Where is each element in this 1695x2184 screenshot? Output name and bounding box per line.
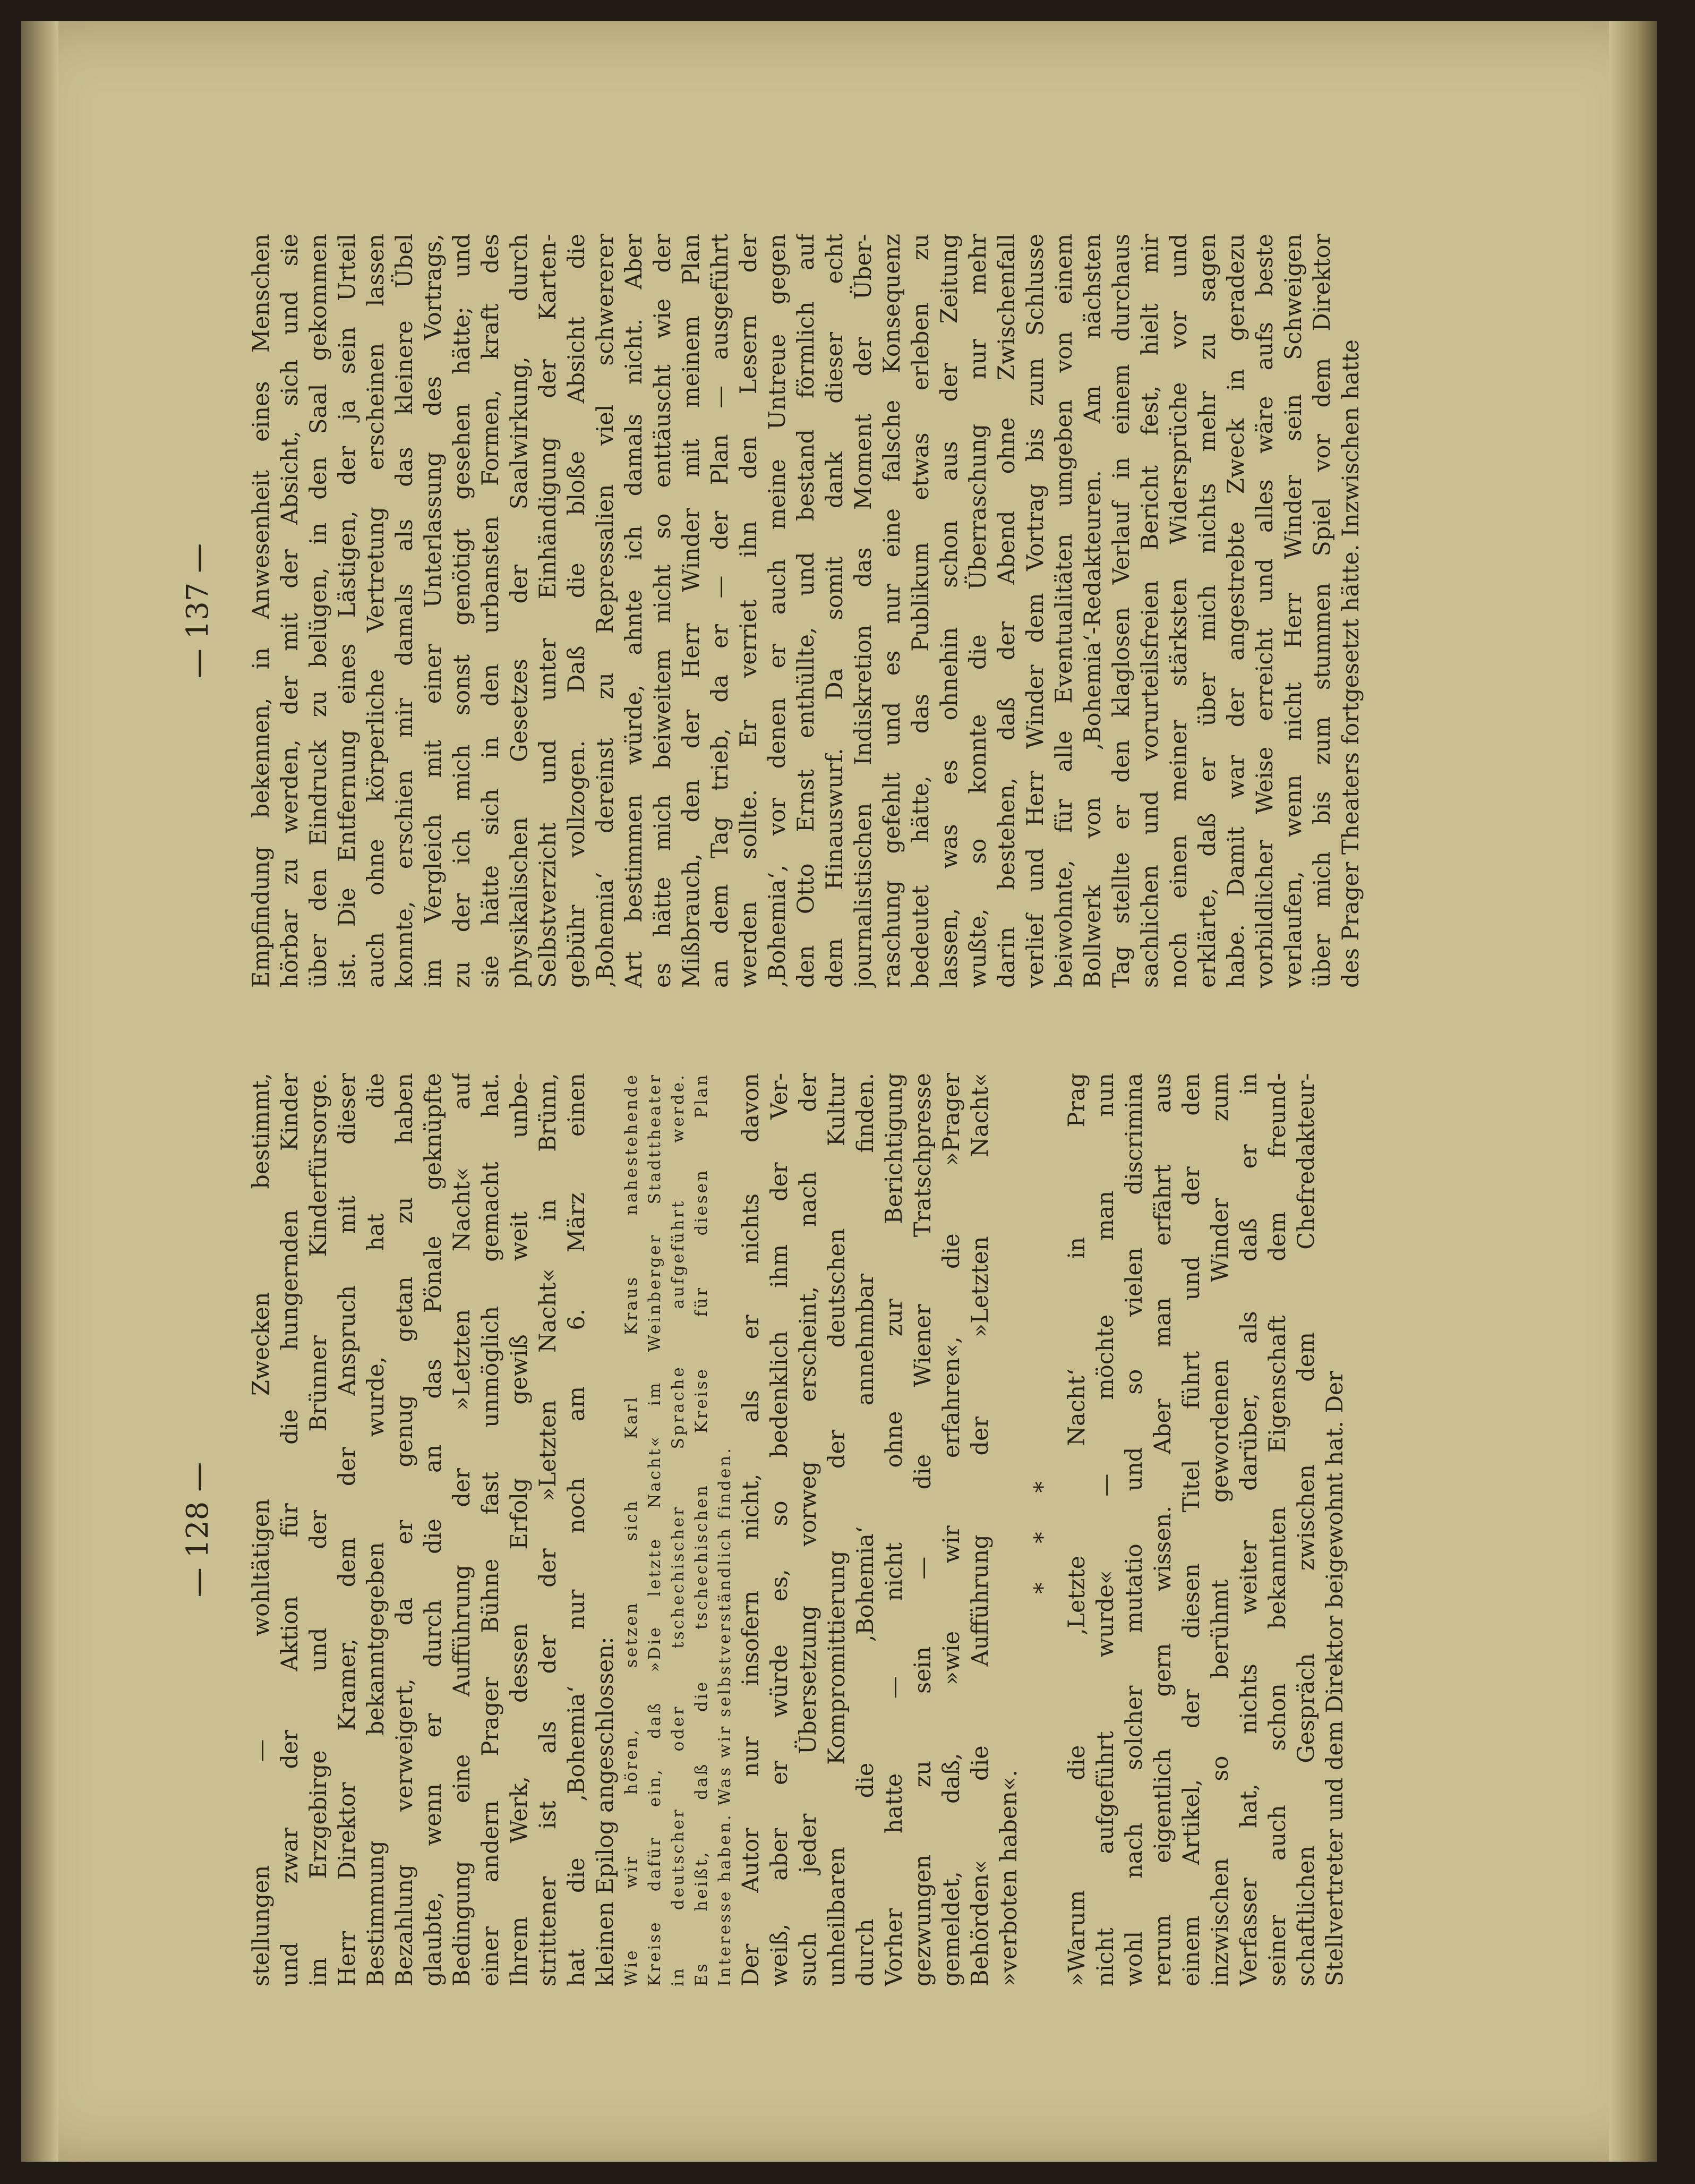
text-line: Wie wir hören, setzen sich Karl Kraus nahestehende (622, 1073, 641, 1986)
page-128 (181, 1073, 1349, 1986)
text-line: raschung gefehlt und es nur eine falsche Konsequenz (879, 234, 905, 988)
text-line: weiß, aber er würde es, so bedenklich ihm der Ver- (766, 1073, 793, 1986)
text-line: »verboten haben«. (996, 1769, 1022, 1986)
text-line: nicht aufgeführt wurde« — möchte man nun (1092, 1073, 1119, 1986)
text-line: hat die ‚Bohemia‘ nur noch am 6. März einen (563, 1073, 590, 1986)
text-line: im Vergleich mit einer Unterlassung des Vortrags, (420, 234, 447, 988)
body-text-block (247, 234, 1365, 988)
text-line: über den Eindruck zu belügen, in den Saal gekommen (305, 234, 332, 988)
text-line: noch einen meiner stärksten Widersprüche vor und (1166, 234, 1192, 988)
text-line: wohl nach solcher mutatio und so vielen discrimina (1121, 1073, 1148, 1986)
body-text-block-1 (247, 1073, 620, 1986)
text-line: unheilbaren Kompromittierung der deutschen Kultur (824, 1073, 850, 1986)
text-line: ‚Bohemia‘ dereinst zu Repressalien viel schwererer (592, 234, 619, 988)
text-line: an dem Tag trieb, da er — der Plan — ausgeführt (707, 234, 733, 988)
text-line: Es heißt, daß die tschechischen Kreise für diesen Plan (692, 1073, 711, 1986)
text-line: Bezahlung verweigert, da er genug getan zu haben (391, 1073, 418, 1986)
text-line: gezwungen zu sein — die Wiener Tratschpresse (910, 1073, 936, 1986)
text-line: Interesse haben. Was wir selbstverständlich finden. (715, 1446, 734, 1986)
text-line: ist. Die Entfernung eines Lästigen, der ja sein Urteil (334, 234, 361, 988)
binding-spine (21, 21, 58, 2162)
text-line: Vorher hatte — nicht ohne zur Berichtigung (881, 1073, 908, 1986)
page-number: — 128 — (181, 1462, 215, 1598)
text-line: Der Autor nur insofern nicht, als er nichts davon (738, 1073, 764, 1986)
section-separator: * * * (1030, 1465, 1056, 1594)
scanned-page (21, 21, 1657, 2162)
page-137 (181, 234, 1365, 988)
text-line: physikalischen Gesetzes der Saalwirkung, durch (506, 234, 533, 988)
text-line: Stellvertreter und dem Direktor beigewohnt hat. Der (1322, 1370, 1348, 1986)
text-line: glaubte, wenn er durch die an das Pönale geknüpfte (420, 1073, 447, 1986)
text-line: beiwohnte, für alle Eventualitäten umgeben von einem (1051, 234, 1077, 988)
text-line: Herr Direktor Kramer, dem der Anspruch mit dieser (334, 1073, 361, 1986)
text-line: ‚Bohemia‘, vor denen er auch meine Untreue gegen (764, 234, 791, 988)
text-line: such jeder Übersetzung vorweg erscheint, nach der (795, 1073, 821, 1986)
text-line: den Otto Ernst enthüllte, und bestand förmlich auf (793, 234, 819, 988)
text-line: Behörden« die Aufführung der »Letzten Nacht« (967, 1073, 994, 1986)
text-line: journalistischen Indiskretion das Moment der Über- (850, 234, 877, 988)
text-line: Mißbrauch, den der Herr Winder mit meinem Plan (678, 234, 705, 988)
text-line: hörbar zu werden, der mit der Absicht, sich und sie (277, 234, 303, 988)
text-line: Selbstverzicht und unter Einhändigung der Karten- (535, 234, 561, 988)
text-line: in deutscher oder tschechischer Sprache aufgeführt werde. (669, 1073, 688, 1986)
page-edge (1609, 21, 1657, 2162)
text-line: verlief und Herr Winder dem Vortrag bis zum Schlusse (1022, 234, 1049, 988)
text-line: Kreise dafür ein, daß »Die letzte Nacht« im Weinberger Stadttheater (645, 1073, 664, 1986)
text-line: Art bestimmen würde, ahnte ich damals nicht. Aber (621, 234, 647, 988)
body-text-block-3 (1063, 1073, 1349, 1986)
text-line: einer andern Prager Bühne fast unmöglich gemacht hat. (477, 1073, 504, 1986)
text-line: Verfasser hat, nichts weiter darüber, als daß er in (1236, 1073, 1262, 1986)
text-line: Bollwerk von ‚Bohemia‘-Redakteuren. Am nächsten (1080, 234, 1106, 988)
text-line: Ihrem Werk, dessen Erfolg gewiß weit unbe- (506, 1073, 533, 1986)
text-line: habe. Damit war der angestrebte Zweck in geradezu (1223, 234, 1249, 988)
text-line: Bedingung eine Aufführung der »Letzten Nacht« auf (449, 1073, 475, 1986)
text-line: inzwischen so berühmt gewordenen Winder zum (1207, 1073, 1234, 1986)
text-line: wußte, so konnte die Überraschung nur mehr (965, 234, 991, 988)
text-line: dem Hinauswurf. Da somit dank dieser echt (821, 234, 848, 988)
text-line: bedeutet hätte, das Publikum etwas erleben zu (908, 234, 934, 988)
text-line: rerum eigentlich gern wissen. Aber man erfährt aus (1150, 1073, 1176, 1986)
text-line: kleinen Epilog angeschlossen: (592, 1636, 619, 1986)
body-text-block-2 (737, 1073, 1023, 1986)
text-line: darin bestehen, daß der Abend ohne Zwischenfall (994, 234, 1020, 988)
text-line: konnte, erschien mir damals als das kleinere Übel (391, 234, 418, 988)
text-line: strittener ist als der der »Letzten Nacht« in Brünn, (535, 1073, 561, 1986)
text-line: Tag stellte er den klaglosen Verlauf in einem durchaus (1108, 234, 1135, 988)
text-line: werden sollte. Er verriet ihn den Lesern der (735, 234, 762, 988)
text-line: lassen, was es ohnehin schon aus der Zeitung (936, 234, 963, 988)
text-line: des Prager Theaters fortgesetzt hätte. Inzwischen hatte (1338, 339, 1364, 988)
text-line: Empfindung bekennen, in Anwesenheit eines Menschen (248, 234, 275, 988)
text-line: gebühr vollzogen. Daß die bloße Absicht die (563, 234, 590, 988)
text-line: und zwar der Aktion für die hungernden Kinder (277, 1073, 303, 1986)
text-line: vorbildlicher Weise erreicht und alles wäre aufs beste (1252, 234, 1278, 988)
text-line: schaftlichen Gespräch zwischen dem Chefredakteur- (1293, 1073, 1320, 1986)
text-line: sie hätte sich in den urbansten Formen, kraft des (477, 234, 504, 988)
text-line: gemeldet, daß, »wie wir erfahren«, die »Prager (938, 1073, 965, 1986)
text-line: stellungen — wohltätigen Zwecken bestimmt, (248, 1073, 275, 1986)
text-line: Bestimmung bekanntgegeben wurde, hat die (363, 1073, 389, 1986)
text-line: zu der ich mich sonst genötigt gesehen hätte; und (449, 234, 475, 988)
quote-block (620, 1073, 737, 1986)
text-line: im Erzgebirge und der Brünner Kinderfürsorge. (305, 1073, 332, 1986)
page-number: — 137 — (181, 543, 215, 679)
text-line: sachlichen und vorurteilsfreien Bericht fest, hielt mir (1137, 234, 1163, 988)
text-line: durch die ‚Bohemia‘ annehmbar finden. (852, 1073, 879, 1986)
text-line: über mich bis zum stummen Spiel vor dem Direktor (1309, 234, 1336, 988)
text-line: einem Artikel, der diesen Titel führt und der den (1178, 1073, 1205, 1986)
text-line: seiner auch schon bekannten Eigenschaft dem freund- (1264, 1073, 1291, 1986)
text-line: »Warum die ‚Letzte Nacht‘ in Prag (1064, 1073, 1090, 1986)
text-line: auch ohne körperliche Vertretung erscheinen lassen (363, 234, 389, 988)
text-line: erklärte, daß er über mich nichts mehr zu sagen (1194, 234, 1221, 988)
text-line: es hätte mich beiweitem nicht so enttäuscht wie der (649, 234, 676, 988)
text-line: verlaufen, wenn nicht Herr Winder sein Schweigen (1280, 234, 1307, 988)
